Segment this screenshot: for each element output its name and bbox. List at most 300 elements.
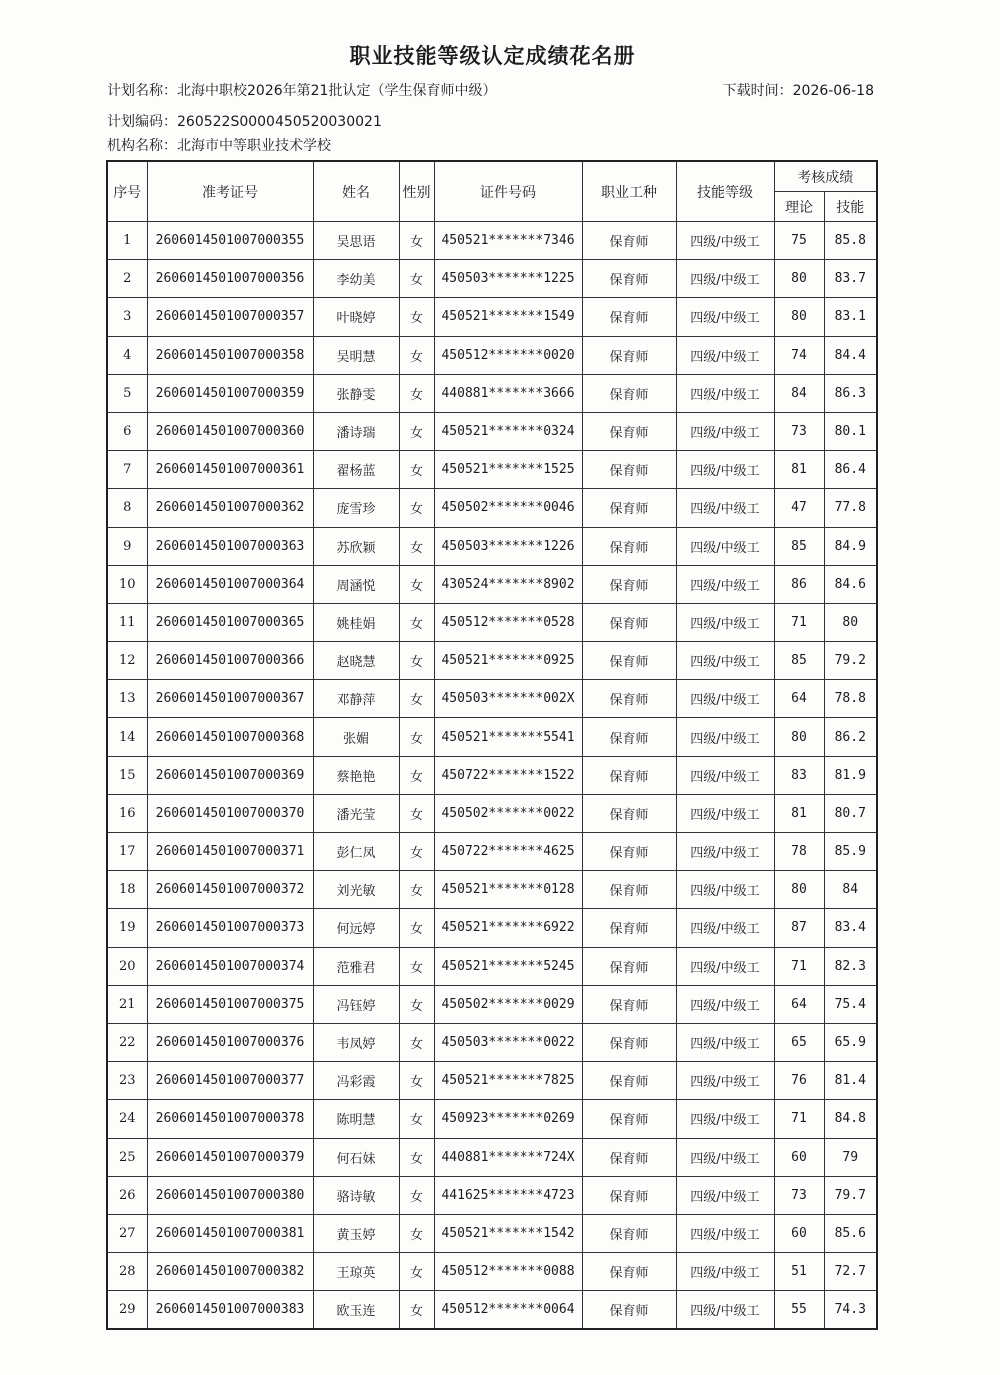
cell-occupation: 保育师 xyxy=(582,1176,676,1214)
table-row xyxy=(107,565,877,603)
table-row xyxy=(107,1100,877,1138)
cell-index: 9 xyxy=(107,527,147,565)
cell-index: 24 xyxy=(107,1100,147,1138)
cell-skill: 79.2 xyxy=(824,642,877,680)
cell-occupation: 保育师 xyxy=(582,947,676,985)
cell-theory: 73 xyxy=(774,412,824,450)
cell-level: 四级/中级工 xyxy=(676,412,774,450)
table-row xyxy=(107,794,877,832)
cell-gender: 女 xyxy=(399,603,434,641)
cell-occupation: 保育师 xyxy=(582,1291,676,1330)
header-occupation: 职业工种 xyxy=(582,161,676,222)
cell-id-no: 450521*******5541 xyxy=(434,718,582,756)
cell-level: 四级/中级工 xyxy=(676,1253,774,1291)
cell-name: 庞雪珍 xyxy=(313,489,399,527)
cell-gender: 女 xyxy=(399,412,434,450)
plan-name-value: 北海中职校2026年第21批认定（学生保育师中级） xyxy=(177,83,497,99)
cell-exam-no: 2606014501007000367 xyxy=(147,680,313,718)
cell-exam-no: 2606014501007000361 xyxy=(147,451,313,489)
cell-skill: 84.6 xyxy=(824,565,877,603)
cell-skill: 84.4 xyxy=(824,336,877,374)
cell-level: 四级/中级工 xyxy=(676,222,774,260)
cell-name: 吴明慧 xyxy=(313,336,399,374)
cell-exam-no: 2606014501007000366 xyxy=(147,642,313,680)
cell-exam-no: 2606014501007000362 xyxy=(147,489,313,527)
cell-exam-no: 2606014501007000376 xyxy=(147,1023,313,1061)
cell-occupation: 保育师 xyxy=(582,642,676,680)
cell-index: 16 xyxy=(107,794,147,832)
table-row xyxy=(107,718,877,756)
cell-occupation: 保育师 xyxy=(582,1062,676,1100)
cell-skill: 79 xyxy=(824,1138,877,1176)
cell-occupation: 保育师 xyxy=(582,756,676,794)
cell-id-no: 441625*******4723 xyxy=(434,1176,582,1214)
cell-level: 四级/中级工 xyxy=(676,374,774,412)
table-row xyxy=(107,603,877,641)
score-roster-table xyxy=(106,160,878,1330)
cell-theory: 64 xyxy=(774,985,824,1023)
cell-level: 四级/中级工 xyxy=(676,1062,774,1100)
cell-skill: 84 xyxy=(824,871,877,909)
cell-index: 21 xyxy=(107,985,147,1023)
cell-skill: 78.8 xyxy=(824,680,877,718)
cell-exam-no: 2606014501007000370 xyxy=(147,794,313,832)
cell-name: 姚桂娟 xyxy=(313,603,399,641)
table-row xyxy=(107,642,877,680)
cell-id-no: 450521*******0324 xyxy=(434,412,582,450)
cell-id-no: 450502*******0029 xyxy=(434,985,582,1023)
cell-level: 四级/中级工 xyxy=(676,1023,774,1061)
cell-gender: 女 xyxy=(399,298,434,336)
cell-theory: 75 xyxy=(774,222,824,260)
cell-index: 14 xyxy=(107,718,147,756)
cell-gender: 女 xyxy=(399,565,434,603)
cell-occupation: 保育师 xyxy=(582,336,676,374)
cell-name: 韦凤婷 xyxy=(313,1023,399,1061)
cell-index: 11 xyxy=(107,603,147,641)
download-time-line xyxy=(723,80,874,100)
cell-name: 潘诗瑞 xyxy=(313,412,399,450)
header-score-group: 考核成绩 xyxy=(774,161,877,192)
cell-level: 四级/中级工 xyxy=(676,1176,774,1214)
cell-name: 苏欣颖 xyxy=(313,527,399,565)
cell-theory: 71 xyxy=(774,1100,824,1138)
cell-gender: 女 xyxy=(399,1291,434,1330)
cell-occupation: 保育师 xyxy=(582,909,676,947)
cell-index: 7 xyxy=(107,451,147,489)
cell-occupation: 保育师 xyxy=(582,412,676,450)
cell-theory: 86 xyxy=(774,565,824,603)
cell-id-no: 450521*******5245 xyxy=(434,947,582,985)
table-row xyxy=(107,451,877,489)
cell-occupation: 保育师 xyxy=(582,298,676,336)
cell-exam-no: 2606014501007000371 xyxy=(147,833,313,871)
cell-level: 四级/中级工 xyxy=(676,1138,774,1176)
cell-level: 四级/中级工 xyxy=(676,909,774,947)
cell-occupation: 保育师 xyxy=(582,565,676,603)
cell-theory: 55 xyxy=(774,1291,824,1330)
cell-occupation: 保育师 xyxy=(582,680,676,718)
cell-theory: 65 xyxy=(774,1023,824,1061)
cell-gender: 女 xyxy=(399,1138,434,1176)
cell-id-no: 450512*******0020 xyxy=(434,336,582,374)
cell-index: 29 xyxy=(107,1291,147,1330)
cell-level: 四级/中级工 xyxy=(676,1100,774,1138)
plan-name-line xyxy=(107,80,496,100)
cell-exam-no: 2606014501007000356 xyxy=(147,260,313,298)
cell-exam-no: 2606014501007000358 xyxy=(147,336,313,374)
cell-level: 四级/中级工 xyxy=(676,260,774,298)
cell-name: 冯彩霞 xyxy=(313,1062,399,1100)
cell-occupation: 保育师 xyxy=(582,527,676,565)
cell-occupation: 保育师 xyxy=(582,718,676,756)
download-time-value: 2026-06-18 xyxy=(792,83,874,99)
cell-skill: 85.8 xyxy=(824,222,877,260)
cell-name: 王琼英 xyxy=(313,1253,399,1291)
cell-level: 四级/中级工 xyxy=(676,1291,774,1330)
cell-index: 27 xyxy=(107,1214,147,1252)
cell-skill: 80.1 xyxy=(824,412,877,450)
cell-id-no: 440881*******3666 xyxy=(434,374,582,412)
cell-id-no: 450722*******1522 xyxy=(434,756,582,794)
cell-theory: 47 xyxy=(774,489,824,527)
cell-occupation: 保育师 xyxy=(582,1214,676,1252)
cell-theory: 85 xyxy=(774,527,824,565)
cell-name: 潘光莹 xyxy=(313,794,399,832)
cell-occupation: 保育师 xyxy=(582,1100,676,1138)
cell-name: 邓静萍 xyxy=(313,680,399,718)
cell-id-no: 450521*******6922 xyxy=(434,909,582,947)
cell-level: 四级/中级工 xyxy=(676,833,774,871)
plan-code-label: 计划编码： xyxy=(107,114,177,130)
cell-occupation: 保育师 xyxy=(582,489,676,527)
cell-name: 彭仁凤 xyxy=(313,833,399,871)
table-row xyxy=(107,1023,877,1061)
cell-level: 四级/中级工 xyxy=(676,451,774,489)
cell-exam-no: 2606014501007000359 xyxy=(147,374,313,412)
cell-level: 四级/中级工 xyxy=(676,794,774,832)
plan-code-value: 260522S0000450520030021 xyxy=(177,114,382,130)
cell-name: 周涵悦 xyxy=(313,565,399,603)
cell-id-no: 450521*******0925 xyxy=(434,642,582,680)
cell-index: 23 xyxy=(107,1062,147,1100)
cell-index: 13 xyxy=(107,680,147,718)
page-title: 职业技能等级认定成绩花名册 xyxy=(349,44,636,68)
cell-skill: 80 xyxy=(824,603,877,641)
cell-gender: 女 xyxy=(399,1253,434,1291)
cell-exam-no: 2606014501007000378 xyxy=(147,1100,313,1138)
cell-theory: 74 xyxy=(774,336,824,374)
cell-skill: 65.9 xyxy=(824,1023,877,1061)
cell-level: 四级/中级工 xyxy=(676,565,774,603)
cell-exam-no: 2606014501007000379 xyxy=(147,1138,313,1176)
cell-theory: 87 xyxy=(774,909,824,947)
cell-gender: 女 xyxy=(399,947,434,985)
cell-gender: 女 xyxy=(399,642,434,680)
cell-index: 4 xyxy=(107,336,147,374)
cell-id-no: 450503*******002X xyxy=(434,680,582,718)
cell-gender: 女 xyxy=(399,1214,434,1252)
cell-gender: 女 xyxy=(399,718,434,756)
cell-gender: 女 xyxy=(399,794,434,832)
header-name: 姓名 xyxy=(313,161,399,222)
cell-theory: 64 xyxy=(774,680,824,718)
cell-occupation: 保育师 xyxy=(582,451,676,489)
cell-occupation: 保育师 xyxy=(582,374,676,412)
cell-level: 四级/中级工 xyxy=(676,871,774,909)
table-row xyxy=(107,298,877,336)
cell-index: 2 xyxy=(107,260,147,298)
table-row xyxy=(107,947,877,985)
cell-name: 张媚 xyxy=(313,718,399,756)
table-row xyxy=(107,871,877,909)
cell-theory: 85 xyxy=(774,642,824,680)
cell-exam-no: 2606014501007000381 xyxy=(147,1214,313,1252)
cell-id-no: 450521*******1542 xyxy=(434,1214,582,1252)
cell-skill: 84.8 xyxy=(824,1100,877,1138)
cell-occupation: 保育师 xyxy=(582,222,676,260)
cell-skill: 77.8 xyxy=(824,489,877,527)
roster-body xyxy=(107,222,877,1330)
cell-name: 陈明慧 xyxy=(313,1100,399,1138)
table-row xyxy=(107,336,877,374)
cell-index: 28 xyxy=(107,1253,147,1291)
cell-index: 20 xyxy=(107,947,147,985)
cell-id-no: 450521*******1525 xyxy=(434,451,582,489)
header-exam-no: 准考证号 xyxy=(147,161,313,222)
cell-exam-no: 2606014501007000374 xyxy=(147,947,313,985)
cell-theory: 81 xyxy=(774,794,824,832)
cell-id-no: 450502*******0022 xyxy=(434,794,582,832)
cell-level: 四级/中级工 xyxy=(676,947,774,985)
cell-occupation: 保育师 xyxy=(582,794,676,832)
cell-theory: 80 xyxy=(774,260,824,298)
cell-name: 骆诗敏 xyxy=(313,1176,399,1214)
cell-name: 冯钰婷 xyxy=(313,985,399,1023)
header-skill: 技能 xyxy=(824,192,877,222)
cell-skill: 85.6 xyxy=(824,1214,877,1252)
cell-index: 17 xyxy=(107,833,147,871)
cell-exam-no: 2606014501007000377 xyxy=(147,1062,313,1100)
cell-index: 22 xyxy=(107,1023,147,1061)
cell-exam-no: 2606014501007000375 xyxy=(147,985,313,1023)
org-name-value: 北海市中等职业技术学校 xyxy=(177,138,331,154)
header-index: 序号 xyxy=(107,161,147,222)
cell-gender: 女 xyxy=(399,833,434,871)
table-row xyxy=(107,1291,877,1330)
cell-skill: 83.4 xyxy=(824,909,877,947)
cell-theory: 83 xyxy=(774,756,824,794)
cell-level: 四级/中级工 xyxy=(676,1214,774,1252)
cell-exam-no: 2606014501007000355 xyxy=(147,222,313,260)
cell-level: 四级/中级工 xyxy=(676,527,774,565)
cell-gender: 女 xyxy=(399,680,434,718)
cell-name: 李幼美 xyxy=(313,260,399,298)
cell-id-no: 450503*******1225 xyxy=(434,260,582,298)
table-row xyxy=(107,374,877,412)
cell-gender: 女 xyxy=(399,756,434,794)
cell-gender: 女 xyxy=(399,451,434,489)
cell-skill: 84.9 xyxy=(824,527,877,565)
cell-id-no: 450521*******0128 xyxy=(434,871,582,909)
cell-name: 叶晓婷 xyxy=(313,298,399,336)
table-row xyxy=(107,909,877,947)
cell-skill: 72.7 xyxy=(824,1253,877,1291)
cell-skill: 86.4 xyxy=(824,451,877,489)
cell-gender: 女 xyxy=(399,1176,434,1214)
cell-occupation: 保育师 xyxy=(582,1253,676,1291)
cell-name: 黄玉婷 xyxy=(313,1214,399,1252)
cell-theory: 81 xyxy=(774,451,824,489)
cell-level: 四级/中级工 xyxy=(676,756,774,794)
cell-exam-no: 2606014501007000363 xyxy=(147,527,313,565)
cell-index: 15 xyxy=(107,756,147,794)
cell-level: 四级/中级工 xyxy=(676,298,774,336)
cell-occupation: 保育师 xyxy=(582,985,676,1023)
cell-level: 四级/中级工 xyxy=(676,603,774,641)
header-id-no: 证件号码 xyxy=(434,161,582,222)
download-time-label: 下载时间： xyxy=(722,83,793,99)
cell-gender: 女 xyxy=(399,1100,434,1138)
table-row xyxy=(107,1176,877,1214)
cell-gender: 女 xyxy=(399,1062,434,1100)
table-row xyxy=(107,1062,877,1100)
cell-id-no: 440881*******724X xyxy=(434,1138,582,1176)
cell-theory: 84 xyxy=(774,374,824,412)
cell-theory: 80 xyxy=(774,871,824,909)
cell-index: 26 xyxy=(107,1176,147,1214)
cell-exam-no: 2606014501007000369 xyxy=(147,756,313,794)
cell-occupation: 保育师 xyxy=(582,833,676,871)
cell-id-no: 450503*******1226 xyxy=(434,527,582,565)
cell-id-no: 430524*******8902 xyxy=(434,565,582,603)
cell-skill: 74.3 xyxy=(824,1291,877,1330)
table-row xyxy=(107,756,877,794)
cell-index: 12 xyxy=(107,642,147,680)
cell-index: 25 xyxy=(107,1138,147,1176)
cell-name: 欧玉连 xyxy=(313,1291,399,1330)
cell-exam-no: 2606014501007000360 xyxy=(147,412,313,450)
org-name-label: 机构名称： xyxy=(107,138,177,154)
cell-exam-no: 2606014501007000382 xyxy=(147,1253,313,1291)
cell-gender: 女 xyxy=(399,527,434,565)
cell-index: 5 xyxy=(107,374,147,412)
cell-id-no: 450521*******7825 xyxy=(434,1062,582,1100)
header-level: 技能等级 xyxy=(676,161,774,222)
cell-index: 8 xyxy=(107,489,147,527)
cell-theory: 60 xyxy=(774,1214,824,1252)
cell-theory: 78 xyxy=(774,833,824,871)
cell-theory: 60 xyxy=(774,1138,824,1176)
cell-exam-no: 2606014501007000357 xyxy=(147,298,313,336)
cell-gender: 女 xyxy=(399,1023,434,1061)
cell-level: 四级/中级工 xyxy=(676,718,774,756)
cell-name: 张静雯 xyxy=(313,374,399,412)
cell-name: 赵晓慧 xyxy=(313,642,399,680)
cell-skill: 81.9 xyxy=(824,756,877,794)
cell-exam-no: 2606014501007000373 xyxy=(147,909,313,947)
cell-gender: 女 xyxy=(399,260,434,298)
cell-skill: 80.7 xyxy=(824,794,877,832)
cell-id-no: 450521*******1549 xyxy=(434,298,582,336)
cell-gender: 女 xyxy=(399,909,434,947)
cell-id-no: 450503*******0022 xyxy=(434,1023,582,1061)
cell-gender: 女 xyxy=(399,489,434,527)
cell-id-no: 450502*******0046 xyxy=(434,489,582,527)
cell-occupation: 保育师 xyxy=(582,1138,676,1176)
cell-name: 吴思语 xyxy=(313,222,399,260)
cell-name: 翟杨蓝 xyxy=(313,451,399,489)
cell-exam-no: 2606014501007000380 xyxy=(147,1176,313,1214)
cell-index: 3 xyxy=(107,298,147,336)
header-theory: 理论 xyxy=(774,192,824,222)
cell-skill: 75.4 xyxy=(824,985,877,1023)
cell-skill: 82.3 xyxy=(824,947,877,985)
cell-gender: 女 xyxy=(399,871,434,909)
cell-skill: 83.7 xyxy=(824,260,877,298)
table-row xyxy=(107,1253,877,1291)
cell-gender: 女 xyxy=(399,374,434,412)
cell-skill: 86.3 xyxy=(824,374,877,412)
cell-theory: 76 xyxy=(774,1062,824,1100)
org-name-line xyxy=(107,135,331,155)
cell-theory: 51 xyxy=(774,1253,824,1291)
cell-name: 刘光敏 xyxy=(313,871,399,909)
cell-skill: 79.7 xyxy=(824,1176,877,1214)
cell-index: 1 xyxy=(107,222,147,260)
cell-gender: 女 xyxy=(399,222,434,260)
cell-id-no: 450923*******0269 xyxy=(434,1100,582,1138)
cell-theory: 73 xyxy=(774,1176,824,1214)
cell-id-no: 450722*******4625 xyxy=(434,833,582,871)
table-row xyxy=(107,260,877,298)
cell-skill: 83.1 xyxy=(824,298,877,336)
cell-gender: 女 xyxy=(399,985,434,1023)
cell-id-no: 450512*******0528 xyxy=(434,603,582,641)
cell-name: 何石妹 xyxy=(313,1138,399,1176)
cell-skill: 86.2 xyxy=(824,718,877,756)
cell-level: 四级/中级工 xyxy=(676,985,774,1023)
cell-skill: 81.4 xyxy=(824,1062,877,1100)
table-row xyxy=(107,1138,877,1176)
cell-exam-no: 2606014501007000364 xyxy=(147,565,313,603)
cell-theory: 80 xyxy=(774,298,824,336)
plan-name-label: 计划名称： xyxy=(107,83,177,99)
cell-exam-no: 2606014501007000372 xyxy=(147,871,313,909)
cell-name: 何远婷 xyxy=(313,909,399,947)
table-row xyxy=(107,833,877,871)
cell-index: 6 xyxy=(107,412,147,450)
cell-gender: 女 xyxy=(399,336,434,374)
cell-level: 四级/中级工 xyxy=(676,680,774,718)
cell-index: 19 xyxy=(107,909,147,947)
cell-occupation: 保育师 xyxy=(582,603,676,641)
cell-exam-no: 2606014501007000383 xyxy=(147,1291,313,1330)
cell-occupation: 保育师 xyxy=(582,871,676,909)
cell-theory: 71 xyxy=(774,947,824,985)
cell-level: 四级/中级工 xyxy=(676,642,774,680)
table-row xyxy=(107,985,877,1023)
cell-name: 范雅君 xyxy=(313,947,399,985)
table-row xyxy=(107,222,877,260)
table-row xyxy=(107,412,877,450)
table-row xyxy=(107,680,877,718)
cell-exam-no: 2606014501007000368 xyxy=(147,718,313,756)
cell-id-no: 450521*******7346 xyxy=(434,222,582,260)
cell-skill: 85.9 xyxy=(824,833,877,871)
cell-index: 10 xyxy=(107,565,147,603)
cell-theory: 80 xyxy=(774,718,824,756)
